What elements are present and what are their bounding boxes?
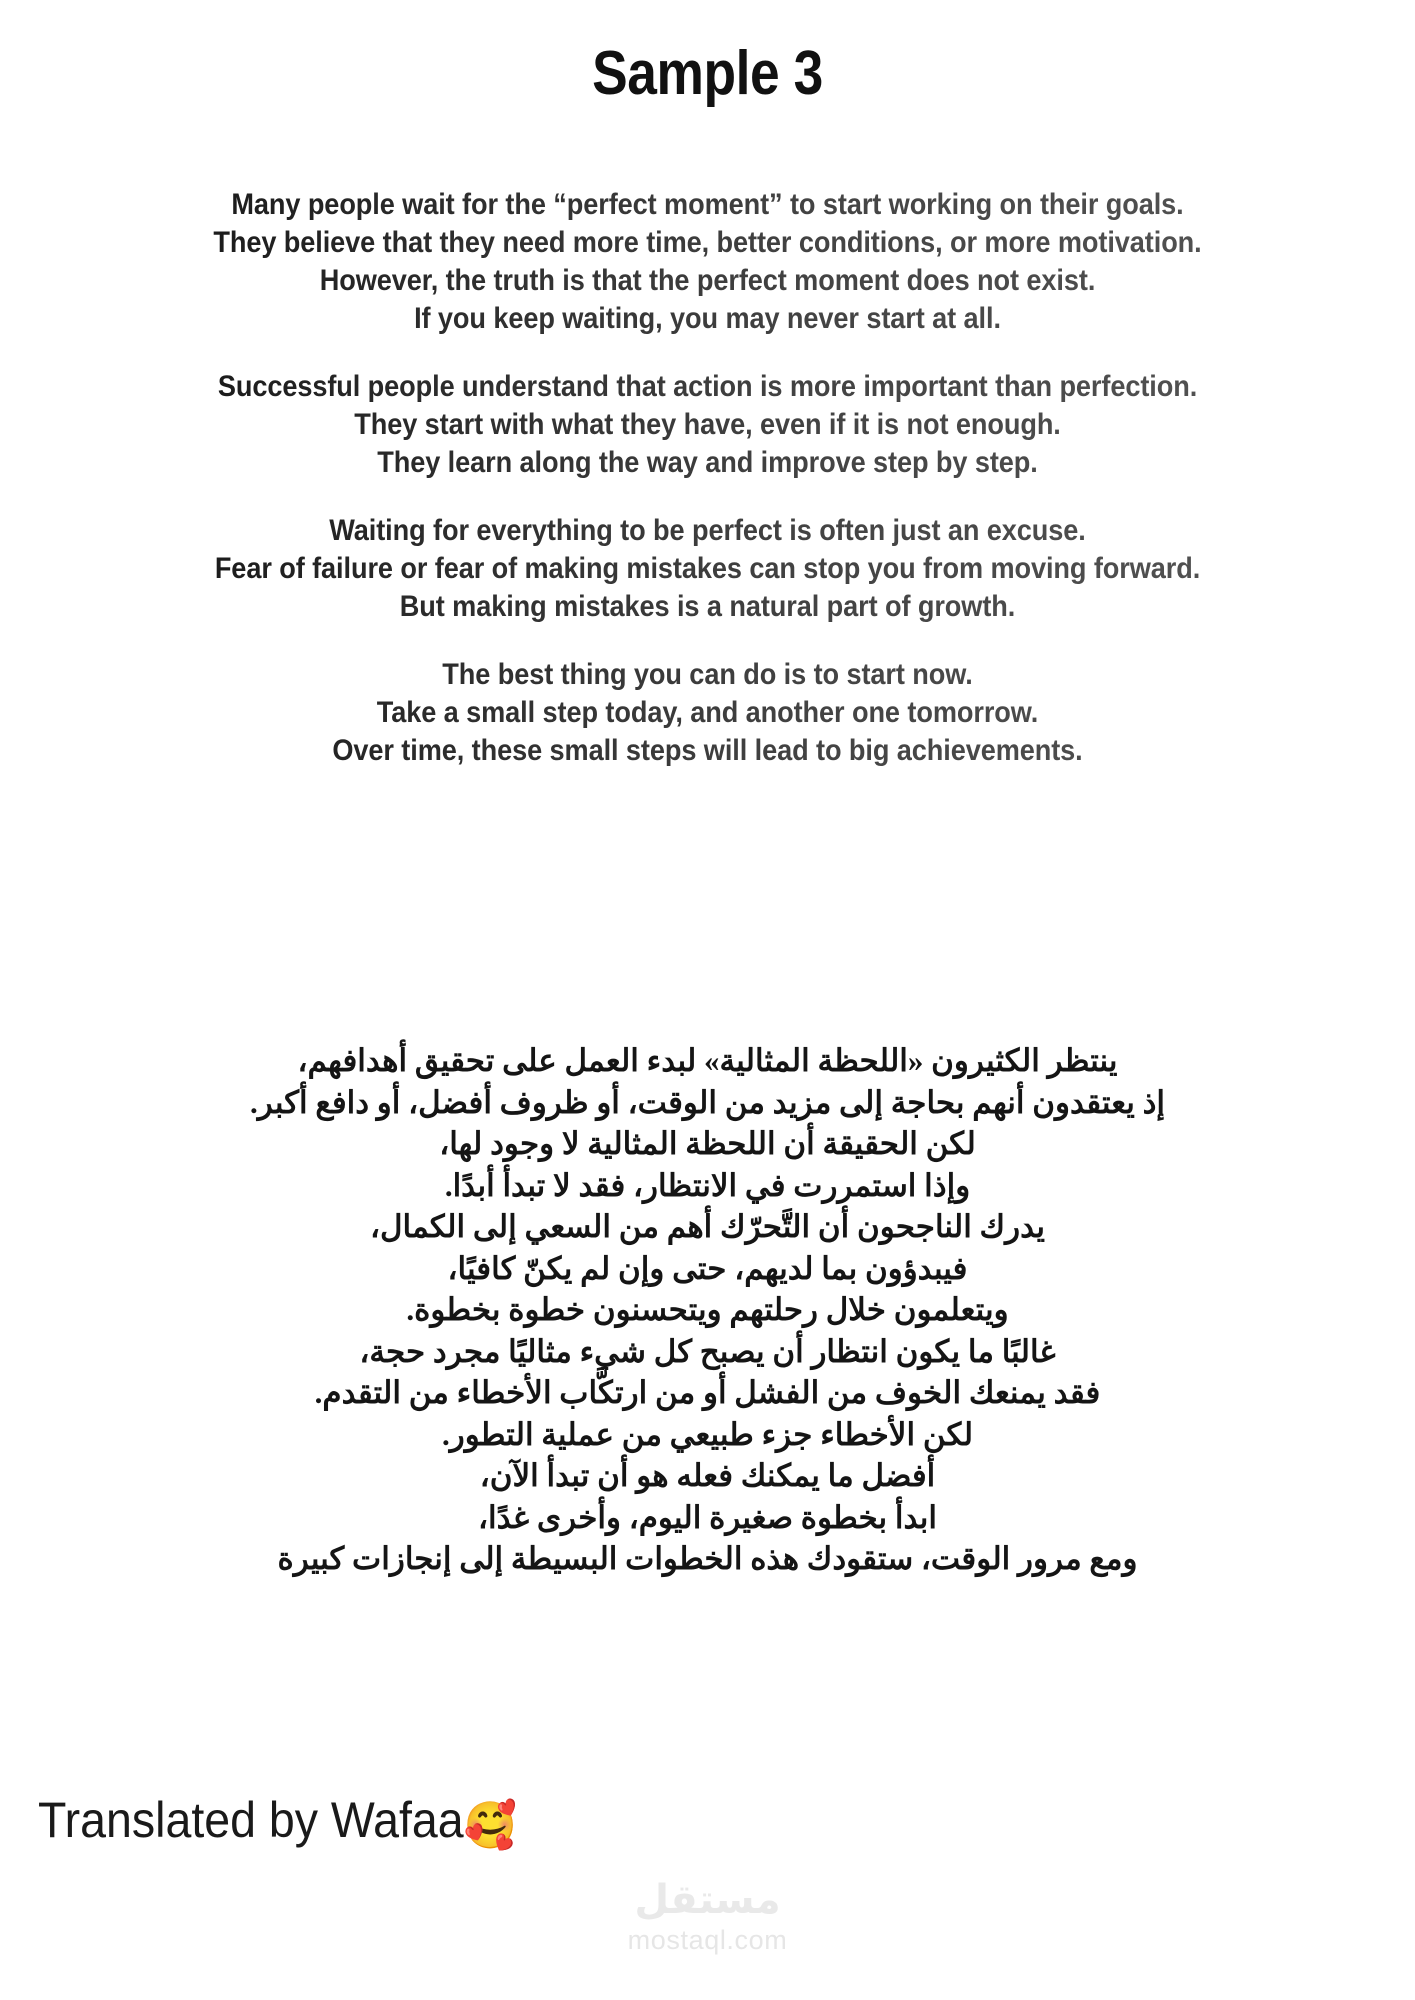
page-title: Sample 3: [592, 39, 823, 108]
english-line: They believe that they need more time, better conditions, or more motivation.: [57, 224, 1359, 262]
english-line: Many people wait for the “perfect moment” to start working on their goals.: [57, 186, 1359, 224]
mostaql-watermark: [0, 1878, 1415, 1956]
arabic-line: يدرك الناجحون أن التَّحرّك أهم من السعي إلى الكمال،: [370, 1209, 1045, 1244]
arabic-line: غالبًا ما يكون انتظار أن يصبح كل شيء مثاليًا مجرد حجة،: [359, 1333, 1056, 1369]
english-line: Waiting for everything to be perfect is often just an excuse.: [57, 512, 1359, 550]
arabic-text-block: [0, 1040, 1415, 1580]
translator-signature: [38, 1790, 517, 1855]
watermark-domain: mostaql.com: [627, 1925, 788, 1955]
arabic-line: ويتعلمون خلال رحلتهم ويتحسنون خطوة بخطوة.: [406, 1292, 1009, 1327]
arabic-line: ينتظر الكثيرون «اللحظة المثالية» لبدء العمل على تحقيق أهدافهم،: [297, 1043, 1118, 1078]
english-paragraph-1: [0, 186, 1415, 338]
english-line: Over time, these small steps will lead to big achievements.: [57, 732, 1359, 770]
smiling-face-with-hearts-icon: 🥰: [463, 1799, 517, 1851]
english-line: They learn along the way and improve step by step.: [57, 444, 1359, 482]
arabic-line: لكن الأخطاء جزء طبيعي من عملية التطور.: [441, 1416, 974, 1452]
arabic-line: ومع مرور الوقت، ستقودك هذه الخطوات البسيطة إلى إنجازات كبيرة: [277, 1541, 1138, 1576]
arabic-line: أفضل ما يمكنك فعله هو أن تبدأ الآن،: [479, 1458, 936, 1493]
english-line: The best thing you can do is to start now.: [57, 656, 1359, 694]
english-paragraph-4: [0, 656, 1415, 770]
english-line: Take a small step today, and another one tomorrow.: [57, 694, 1359, 732]
english-line: Successful people understand that action is more important than perfection.: [57, 368, 1359, 406]
arabic-line: فقد يمنعك الخوف من الفشل أو من ارتكَّاب الأخطاء من التقدم.: [314, 1375, 1101, 1410]
english-line: Fear of failure or fear of making mistakes can stop you from moving forward.: [57, 550, 1359, 588]
arabic-line: وإذا استمررت في الانتظار، فقد لا تبدأ أبدًا.: [444, 1167, 971, 1203]
watermark-arabic-logo: مستقل: [634, 1877, 781, 1923]
english-paragraph-3: [0, 512, 1415, 626]
english-line: They start with what they have, even if it is not enough.: [57, 406, 1359, 444]
arabic-line: فيبدؤون بما لديهم، حتى وإن لم يكنّ كافيًا،: [447, 1250, 968, 1286]
signature-text: Translated by Wafaa: [38, 1792, 464, 1848]
arabic-line: إذ يعتقدون أنهم بحاجة إلى مزيد من الوقت، أو ظروف أفضل، أو دافع أكبر.: [249, 1084, 1166, 1120]
english-line: If you keep waiting, you may never start at all.: [57, 300, 1359, 338]
english-paragraph-2: [0, 368, 1415, 482]
english-line: However, the truth is that the perfect moment does not exist.: [57, 262, 1359, 300]
arabic-line: ابدأ بخطوة صغيرة اليوم، وأخرى غدًا،: [477, 1499, 938, 1535]
english-line: But making mistakes is a natural part of growth.: [57, 588, 1359, 626]
arabic-line: لكن الحقيقة أن اللحظة المثالية لا وجود لها،: [439, 1126, 976, 1161]
english-text-block: [0, 186, 1415, 770]
